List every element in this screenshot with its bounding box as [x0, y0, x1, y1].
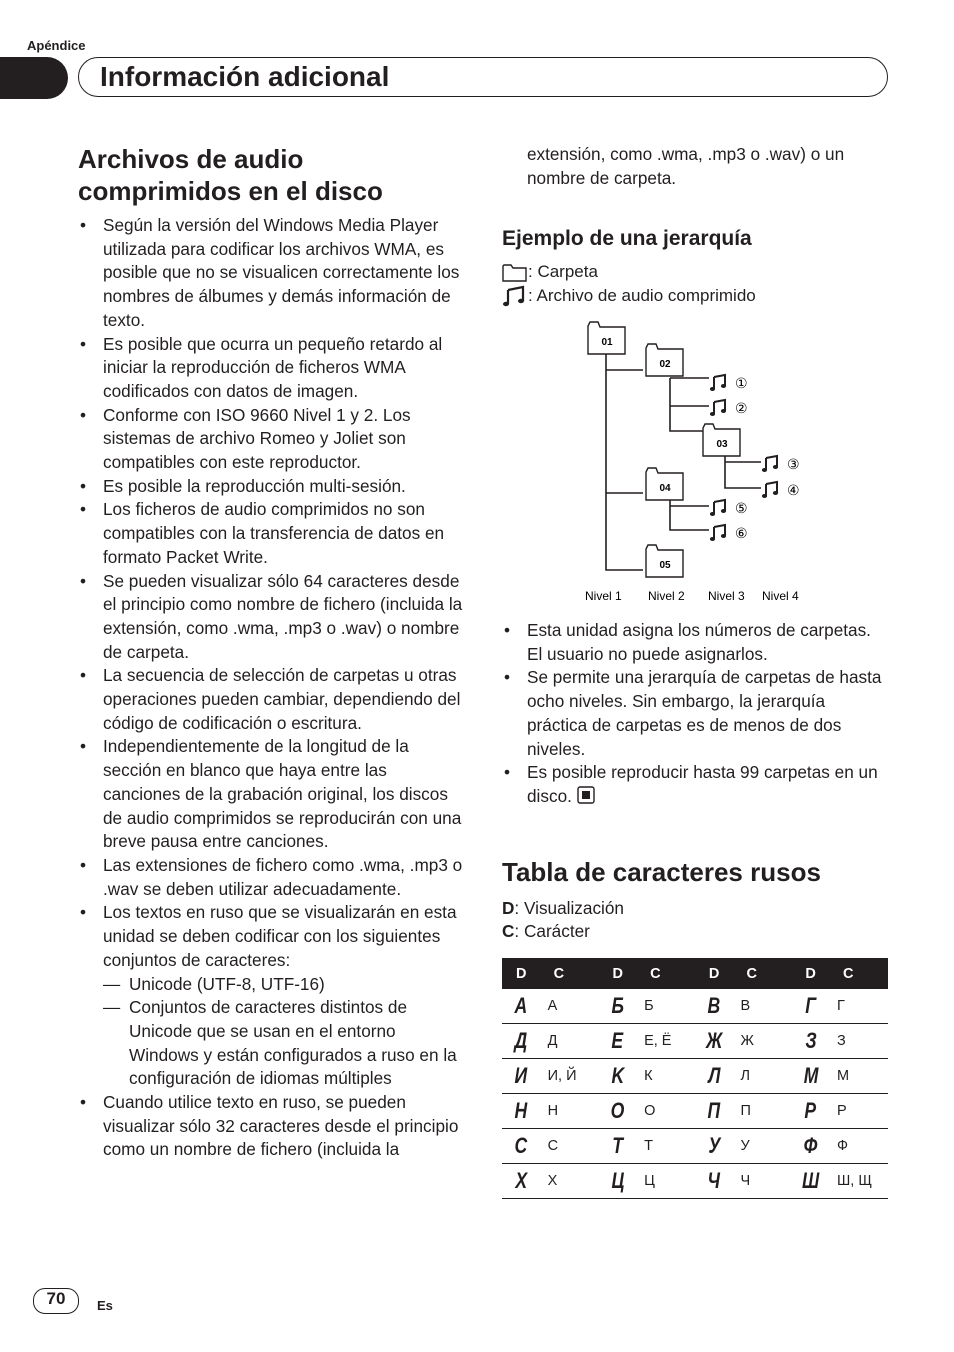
- display-glyph-cell: [502, 1164, 540, 1199]
- file-mark: ⑤: [735, 501, 748, 517]
- character-cell: О: [636, 1094, 695, 1129]
- language-code: Es: [97, 1298, 113, 1313]
- display-glyph-cell: [502, 1024, 540, 1059]
- legend-key: C: [502, 921, 515, 941]
- sub-item-text: Unicode (UTF-8, UTF-16): [129, 973, 325, 994]
- display-glyph: M: [803, 1063, 818, 1088]
- display-glyph: Ф: [803, 1133, 817, 1158]
- dash-mark: —: [103, 973, 121, 994]
- display-glyph-cell: [598, 1024, 636, 1059]
- section-label: Apéndice: [27, 38, 86, 53]
- character-cell: Д: [540, 1024, 599, 1059]
- table-row: [502, 1024, 888, 1059]
- display-glyph: Ш: [801, 1168, 819, 1193]
- display-glyph: П: [707, 1098, 720, 1123]
- character-cell: Х: [540, 1164, 599, 1199]
- legend-text: : Visualización: [514, 898, 624, 918]
- display-glyph-cell: [695, 989, 733, 1024]
- column-header: D: [791, 958, 829, 989]
- chapter-tab: [0, 57, 68, 99]
- folder-01: [588, 322, 625, 354]
- column-header: C: [733, 958, 792, 989]
- list-item: • Es posible que ocurra un pequeño retardo al iniciar la reproducción de ficheros WMA codificados con datos de imagen.: [78, 333, 466, 404]
- list-item: [78, 901, 466, 1091]
- display-glyph: T: [612, 1133, 623, 1158]
- display-glyph: O: [610, 1098, 624, 1123]
- character-cell: В: [733, 989, 792, 1024]
- display-glyph-cell: [502, 1129, 540, 1164]
- character-cell: С: [540, 1129, 599, 1164]
- character-cell: А: [540, 989, 599, 1024]
- folder-label: 03: [716, 439, 728, 450]
- folder-icon: [502, 262, 528, 282]
- character-cell: У: [733, 1129, 792, 1164]
- file-mark: ⑥: [735, 526, 748, 542]
- end-mark-icon: [577, 786, 595, 804]
- list-item: • Independientemente de la longitud de la sección en blanco que haya entre las canciones de la grabación original, los discos de audio comprimidos se reproducirán con una breve pausa entre canciones.: [78, 735, 466, 854]
- list-item: [502, 761, 884, 808]
- display-glyph: H: [514, 1098, 527, 1123]
- display-glyph-cell: [598, 1094, 636, 1129]
- display-glyph-cell: [502, 1094, 540, 1129]
- column-header: C: [636, 958, 695, 989]
- level-label: Nivel 1: [585, 589, 622, 603]
- list-item: • Según la versión del Windows Media Player utilizada para codificar los archivos WMA, es posible que no se visualicen correctamente los nombres de álbumes y demás información de texto.: [78, 214, 466, 333]
- list-item: • La secuencia de selección de carpetas u otras operaciones pueden cambiar, dependiendo del código de codificación o escritura.: [78, 664, 466, 735]
- list-item: • Es posible la reproducción multi-sesión.: [78, 475, 466, 499]
- display-glyph: Б: [611, 993, 624, 1018]
- character-cell: Ц: [636, 1164, 695, 1199]
- display-glyph-cell: [695, 1024, 733, 1059]
- display-glyph-cell: [598, 1164, 636, 1199]
- character-cell: Н: [540, 1094, 599, 1129]
- character-cell: Б: [636, 989, 695, 1024]
- column-header: D: [695, 958, 733, 989]
- display-glyph: Г: [805, 993, 816, 1018]
- display-glyph-cell: [695, 1094, 733, 1129]
- display-glyph: A: [514, 993, 527, 1018]
- russian-character-table: [502, 958, 888, 1199]
- legend-text: : Carácter: [514, 921, 590, 941]
- music-note-icon: [710, 375, 726, 391]
- level-label: Nivel 3: [708, 589, 745, 603]
- character-cell: П: [733, 1094, 792, 1129]
- table-header-row: [502, 958, 888, 989]
- dash-mark: —: [103, 997, 121, 1018]
- display-glyph: B: [707, 993, 720, 1018]
- list-item: • Los ficheros de audio comprimidos no son compatibles con la transferencia de datos en formato Packet Write.: [78, 498, 466, 569]
- left-heading: [78, 143, 383, 207]
- list-item: • Las extensiones de fichero como .wma, .mp3 o .wav se deben utilizar adecuadamente.: [78, 854, 466, 901]
- character-cell: М: [829, 1059, 888, 1094]
- legend-folder: [502, 260, 598, 284]
- russian-heading: Tabla de caracteres rusos: [502, 857, 821, 887]
- display-glyph-cell: [502, 1059, 540, 1094]
- list-item: • Se pueden visualizar sólo 64 caracteres desde el principio como nombre de fichero (incluida la extensión, como .wma, .mp3 o .wav) o nombre de carpeta.: [78, 570, 466, 665]
- folder-02: [646, 344, 683, 376]
- display-glyph: З: [804, 1028, 816, 1053]
- music-note-icon: [502, 285, 528, 307]
- display-glyph: У: [708, 1133, 720, 1158]
- column-header: C: [829, 958, 888, 989]
- hierarchy-diagram: [575, 318, 825, 608]
- display-glyph: И: [514, 1063, 527, 1088]
- music-note-icon: [710, 500, 726, 516]
- list-item: • Se permite una jerarquía de carpetas de hasta ocho niveles. Sin embargo, la jerarquía práctica de carpetas es de menos de dos niveles.: [502, 666, 884, 761]
- display-glyph: Д: [514, 1028, 527, 1053]
- music-note-icon: [710, 525, 726, 541]
- folder-04: [646, 468, 683, 500]
- display-glyph: Ж: [705, 1028, 722, 1053]
- hierarchy-heading: Ejemplo de una jerarquía: [502, 227, 752, 250]
- level-label: Nivel 2: [648, 589, 685, 603]
- page-title: Información adicional: [100, 61, 390, 92]
- character-cell: Е, Ё: [636, 1024, 695, 1059]
- character-cell: З: [829, 1024, 888, 1059]
- display-glyph-cell: [502, 989, 540, 1024]
- display-glyph: Л: [708, 1063, 720, 1088]
- folder-03: [703, 424, 740, 456]
- list-item: • Esta unidad asigna los números de carpetas. El usuario no puede asignarlos.: [502, 619, 884, 666]
- display-glyph-cell: [695, 1164, 733, 1199]
- legend-key: D: [502, 898, 515, 918]
- table-body: [502, 989, 888, 1199]
- left-heading-line1: Archivos de audio: [78, 144, 304, 174]
- display-glyph-cell: [598, 1129, 636, 1164]
- character-cell: Г: [829, 989, 888, 1024]
- display-glyph-cell: [791, 1059, 829, 1094]
- display-glyph: P: [804, 1098, 816, 1123]
- display-glyph: X: [515, 1168, 527, 1193]
- sub-item: [103, 996, 466, 1091]
- legend-file: [502, 284, 756, 308]
- folder-label: 01: [601, 337, 613, 348]
- legend-d: [502, 897, 624, 921]
- character-cell: Т: [636, 1129, 695, 1164]
- table-row: [502, 989, 888, 1024]
- music-note-icon: [762, 482, 778, 498]
- display-glyph: Ц: [611, 1168, 624, 1193]
- left-bullet-list: [78, 214, 466, 1162]
- display-glyph-cell: [791, 1094, 829, 1129]
- character-cell: Р: [829, 1094, 888, 1129]
- display-glyph-cell: [791, 1024, 829, 1059]
- column-header: D: [598, 958, 636, 989]
- music-note-icon: [762, 456, 778, 472]
- continued-text: extensión, como .wma, .mp3 o .wav) o un nombre de carpeta.: [527, 144, 845, 188]
- display-glyph-cell: [695, 1059, 733, 1094]
- character-cell: Ш, Щ: [829, 1164, 888, 1199]
- display-glyph-cell: [695, 1129, 733, 1164]
- display-glyph: K: [611, 1063, 624, 1088]
- character-cell: К: [636, 1059, 695, 1094]
- left-heading-line2: comprimidos en el disco: [78, 176, 383, 206]
- list-item-text: Los textos en ruso que se visualizarán en esta unidad se deben codificar con los siguientes conjuntos de caracteres:: [103, 902, 457, 970]
- display-glyph-cell: [598, 989, 636, 1024]
- page-number: 70: [46, 1289, 66, 1308]
- right-bullet-list: [502, 619, 884, 809]
- display-glyph-cell: [791, 1164, 829, 1199]
- list-item: • Cuando utilice texto en ruso, se pueden visualizar sólo 32 caracteres desde el principio como un nombre de fichero (incluida la: [78, 1091, 466, 1162]
- legend-file-text: : Archivo de audio comprimido: [528, 286, 756, 305]
- table-row: [502, 1059, 888, 1094]
- display-glyph: C: [514, 1133, 527, 1158]
- character-cell: Л: [733, 1059, 792, 1094]
- character-cell: И, Й: [540, 1059, 599, 1094]
- file-mark: ②: [735, 401, 748, 417]
- folder-05: [646, 545, 683, 577]
- display-glyph-cell: [791, 1129, 829, 1164]
- display-glyph: E: [611, 1028, 623, 1053]
- file-mark: ③: [787, 457, 800, 473]
- display-glyph-cell: [598, 1059, 636, 1094]
- display-glyph-cell: [791, 989, 829, 1024]
- level-label: Nivel 4: [762, 589, 799, 603]
- character-cell: Ф: [829, 1129, 888, 1164]
- list-item: • Conforme con ISO 9660 Nivel 1 y 2. Los sistemas de archivo Romeo y Joliet son compatibles con este reproductor.: [78, 404, 466, 475]
- table-row: [502, 1164, 888, 1199]
- legend-c: [502, 920, 590, 944]
- file-mark: ①: [735, 376, 748, 392]
- column-header: C: [540, 958, 599, 989]
- folder-label: 05: [659, 560, 671, 571]
- table-row: [502, 1094, 888, 1129]
- sub-item-text: Conjuntos de caracteres distintos de Unicode que se usan en el entorno Windows y están configurados a ruso en la configuración de idiomas múltiples: [129, 997, 457, 1089]
- legend-folder-text: : Carpeta: [528, 262, 598, 281]
- list-item-text: Es posible reproducir hasta 99 carpetas en un disco.: [527, 762, 878, 806]
- character-cell: Ч: [733, 1164, 792, 1199]
- display-glyph: Ч: [707, 1168, 720, 1193]
- character-cell: Ж: [733, 1024, 792, 1059]
- sub-item: [103, 973, 466, 997]
- music-note-icon: [710, 400, 726, 416]
- table-row: [502, 1129, 888, 1164]
- folder-label: 02: [659, 359, 671, 370]
- file-mark: ④: [787, 483, 800, 499]
- folder-label: 04: [659, 483, 671, 494]
- column-header: D: [502, 958, 540, 989]
